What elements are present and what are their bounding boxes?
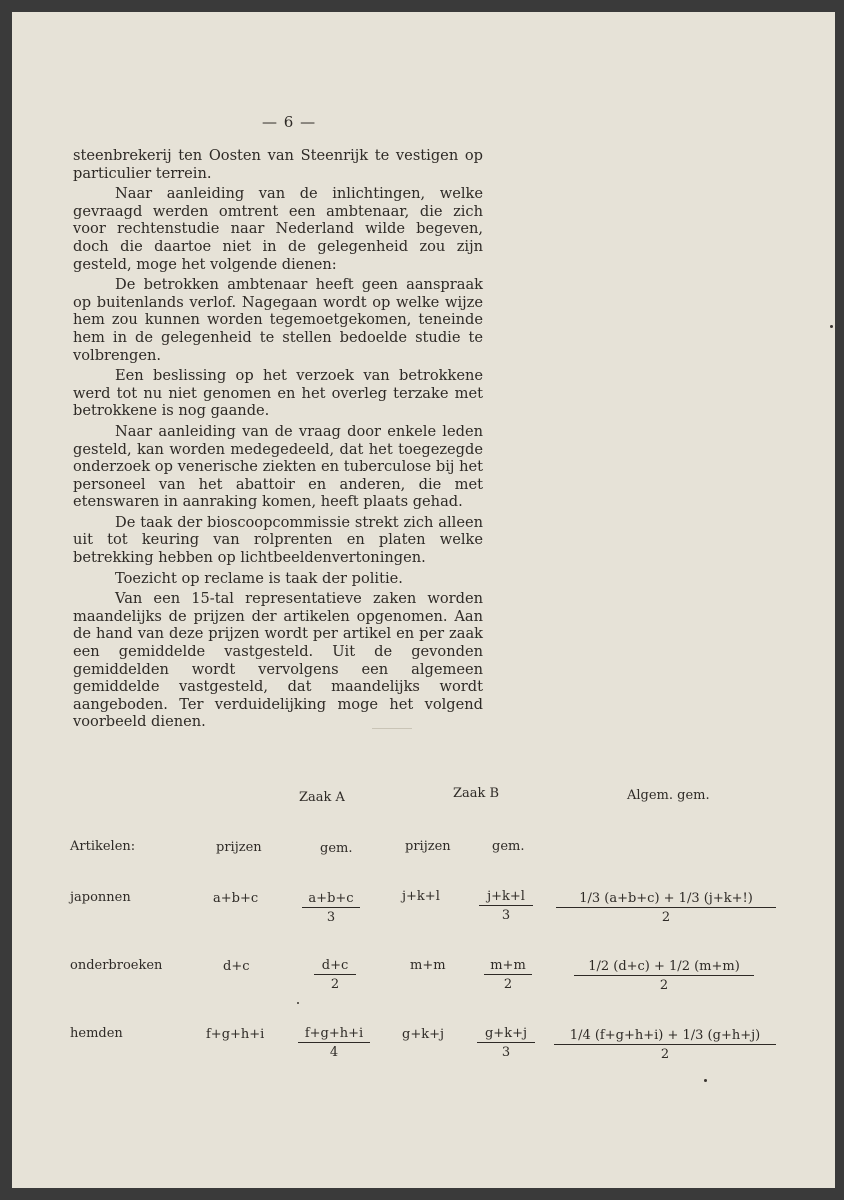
fraction-numerator: 1/2 (d+c) + 1/2 (m+m) bbox=[588, 959, 740, 974]
fraction-numerator: j+k+l bbox=[487, 889, 525, 904]
page-number: — 6 — bbox=[262, 113, 317, 131]
paper-speck bbox=[704, 1079, 707, 1082]
row-b-prices: j+k+l bbox=[402, 889, 440, 904]
paragraph: De taak der bioscoopcommissie strekt zich alleen uit tot keuring van rolprenten en platen welke betrekking hebben op lichtbeeldenvertoningen. bbox=[73, 513, 483, 567]
row-a-prices: d+c bbox=[223, 959, 250, 974]
paragraph: Een beslissing op het verzoek van betrokkene werd tot nu niet genomen en het overleg terzake met betrokkene is nog gaande. bbox=[73, 367, 483, 420]
row-b-prices: g+k+j bbox=[402, 1027, 445, 1042]
row-alg-fraction bbox=[574, 959, 754, 993]
fraction-denominator: 3 bbox=[501, 1045, 511, 1060]
column-header-b-prijzen: prijzen bbox=[405, 839, 451, 854]
paragraph: De betrokken ambtenaar heeft geen aanspraak op buitenlands verlof. Nagegaan wordt op welke wijze hem zou kunnen worden tegemoetgekomen, teneinde hem in de gelegenheid te stellen bedoelde studie te volbrengen. bbox=[73, 276, 483, 364]
group-header-algem-gem: Algem. gem. bbox=[627, 788, 710, 803]
row-a-prices: f+g+h+i bbox=[206, 1027, 265, 1042]
fraction-numerator: a+b+c bbox=[308, 891, 354, 906]
fraction-denominator: 2 bbox=[503, 977, 513, 992]
row-article-onderbroeken: onderbroeken bbox=[70, 958, 163, 973]
row-a-gem-fraction bbox=[298, 1026, 370, 1060]
row-b-gem-fraction bbox=[479, 889, 533, 923]
row-a-prices: a+b+c bbox=[213, 891, 259, 906]
fraction-numerator: 1/4 (f+g+h+i) + 1/3 (g+h+j) bbox=[569, 1028, 761, 1043]
column-header-b-gem: gem. bbox=[492, 839, 525, 854]
paragraph: Toezicht op reclame is taak der politie. bbox=[115, 569, 403, 587]
column-header-artikelen: Artikelen: bbox=[70, 839, 136, 854]
fraction-numerator: f+g+h+i bbox=[304, 1026, 364, 1041]
paper-speck bbox=[297, 1002, 299, 1004]
row-b-prices: m+m bbox=[410, 958, 446, 973]
fraction-denominator: 2 bbox=[330, 977, 340, 992]
group-header-zaak-b: Zaak B bbox=[453, 786, 500, 801]
fraction-denominator: 3 bbox=[501, 908, 511, 923]
fraction-numerator: d+c bbox=[321, 958, 349, 973]
fraction-denominator: 4 bbox=[329, 1045, 339, 1060]
paper-speck bbox=[830, 325, 833, 328]
column-header-a-prijzen: prijzen bbox=[216, 840, 262, 855]
row-article-japonnen: japonnen bbox=[70, 890, 131, 905]
row-a-gem-fraction bbox=[314, 958, 356, 992]
row-article-hemden: hemden bbox=[70, 1026, 123, 1041]
group-header-zaak-a: Zaak A bbox=[299, 790, 345, 805]
row-alg-fraction bbox=[554, 1028, 776, 1062]
paragraph: steenbrekerij ten Oosten van Steenrijk te vestigen op particulier terrein. bbox=[73, 147, 483, 182]
row-b-gem-fraction bbox=[484, 958, 532, 992]
fraction-denominator: 3 bbox=[326, 910, 336, 925]
fraction-denominator: 2 bbox=[659, 978, 669, 993]
document-page bbox=[12, 12, 835, 1188]
row-b-gem-fraction bbox=[477, 1026, 535, 1060]
row-a-gem-fraction bbox=[302, 891, 360, 925]
paragraph: Van een 15-tal representatieve zaken worden maandelijks de prijzen der artikelen opgenomen. Aan de hand van deze prijzen wordt per artikel en per zaak een gemiddelde vastgesteld. Uit de gevonden gemiddelden wordt vervolgens een algemeen gemiddelde vastgesteld, dat maandelijks wordt aangeboden. Ter verduidelijking moge het volgend voorbeeld dienen. bbox=[73, 590, 483, 731]
paragraph: Naar aanleiding van de vraag door enkele leden gesteld, kan worden medegedeeld, dat het toegezegde onderzoek op venerische ziekten en tuberculose bij het personeel van het abattoir en anderen, die met etenswaren in aanraking komen, heeft plaats gehad. bbox=[73, 422, 483, 511]
fraction-numerator: m+m bbox=[490, 958, 526, 973]
fraction-denominator: 2 bbox=[660, 1047, 670, 1062]
fraction-numerator: 1/3 (a+b+c) + 1/3 (j+k+!) bbox=[579, 891, 753, 906]
faint-divider bbox=[372, 728, 412, 729]
fraction-numerator: g+k+j bbox=[484, 1026, 527, 1041]
body-text bbox=[73, 147, 483, 734]
fraction-denominator: 2 bbox=[661, 910, 671, 925]
paragraph: Naar aanleiding van de inlichtingen, welke gevraagd werden omtrent een ambtenaar, die zich voor rechtenstudie naar Nederland wilde begeven, doch die daartoe niet in de gelegenheid zou zijn gesteld, moge het volgende dienen: bbox=[73, 185, 483, 273]
column-header-a-gem: gem. bbox=[320, 841, 353, 856]
row-alg-fraction bbox=[556, 891, 776, 925]
